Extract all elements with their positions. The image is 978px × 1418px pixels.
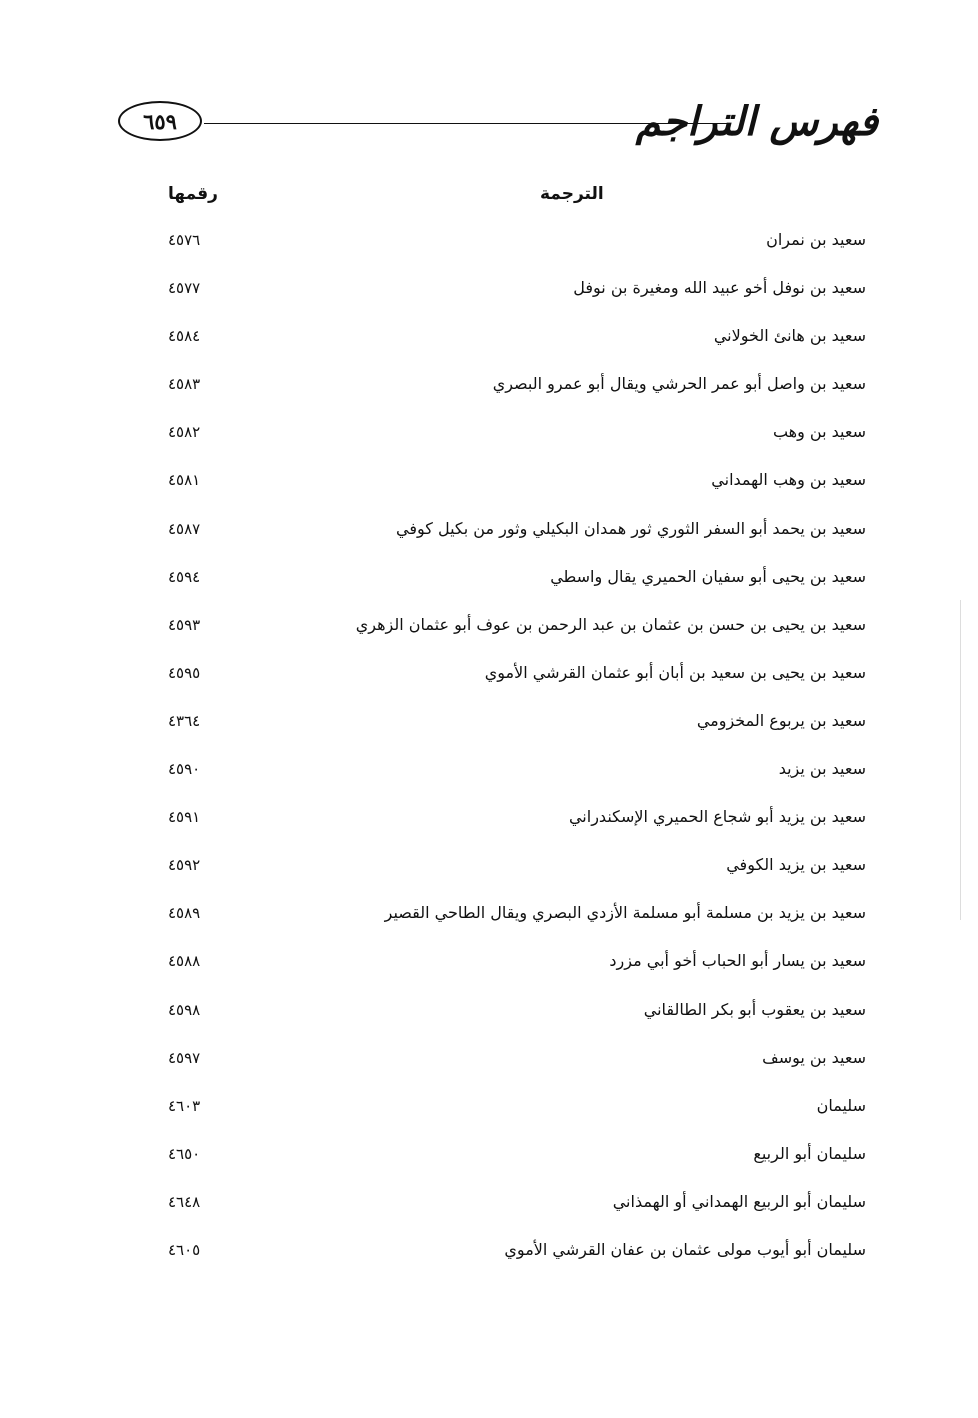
- column-heading-name: الترجمة: [540, 184, 604, 204]
- entry-name: سعيد بن يسار أبو الحباب أخو أبي مزرد: [609, 951, 866, 971]
- page-header: [118, 92, 878, 182]
- entry-number: ٤٦٥٠: [168, 1144, 201, 1163]
- entry-name: سعيد بن يزيد أبو شجاع الحميري الإسكندراني: [568, 807, 866, 827]
- entry-number: ٤٥٨٩: [168, 904, 201, 923]
- entry-name: سعيد بن يحيى بن حسن بن عثمان بن عبد الرحمن بن عوف أبو عثمان الزهري: [355, 614, 866, 634]
- entry-number: ٤٥٩٤: [168, 567, 201, 586]
- column-heading-number: رقمها: [168, 184, 218, 204]
- index-entry: [0, 703, 978, 751]
- index-entry: [0, 222, 978, 270]
- entry-number: ٤٥٧٧: [168, 279, 201, 298]
- index-entry: [0, 607, 978, 655]
- entry-number: ٤٥٩٣: [168, 615, 201, 634]
- entry-name: سعيد بن يزيد بن مسلمة أبو مسلمة الأزدي البصري ويقال الطاحي القصير: [384, 903, 866, 923]
- entry-name: سعيد بن يزيد: [778, 759, 866, 779]
- header-rule: [204, 123, 728, 124]
- entry-name: سعيد بن هانئ الخولاني: [713, 326, 866, 346]
- index-entry: [0, 366, 978, 414]
- index-entry: [0, 751, 978, 799]
- entry-name: سليمان أبو الربيع الهمداني أو الهمذاني: [612, 1191, 866, 1211]
- index-entry: [0, 1088, 978, 1136]
- entry-name: سعيد بن يوسف: [762, 1047, 866, 1067]
- index-entry: [0, 847, 978, 895]
- page-number-oval: [118, 101, 202, 141]
- index-title: فهرس التراجم: [635, 98, 878, 145]
- entry-number: ٤٥٩٠: [168, 760, 201, 779]
- index-entry: [0, 1040, 978, 1088]
- entry-number: ٤٥٨٤: [168, 327, 201, 346]
- entry-name: سعيد بن واصل أبو عمر الحرشي ويقال أبو عمرو البصري: [492, 374, 866, 394]
- entry-number: ٤٦٠٣: [168, 1096, 201, 1115]
- index-entry: [0, 1136, 978, 1184]
- index-entry: [0, 655, 978, 703]
- index-entry: [0, 462, 978, 510]
- entry-number: ٤٥٨٧: [168, 519, 201, 538]
- index-entry: [0, 1184, 978, 1232]
- entry-name: سعيد بن يحيى بن سعيد بن أبان أبو عثمان القرشي الأموي: [484, 662, 866, 682]
- index-entry: [0, 992, 978, 1040]
- entry-name: سعيد بن نوفل أخو عبيد الله ومغيرة بن نوفل: [573, 278, 866, 298]
- entry-number: ٤٥٩٨: [168, 1000, 201, 1019]
- entry-name: سليمان: [816, 1095, 866, 1115]
- entry-name: سعيد بن نمران: [766, 230, 866, 249]
- entry-number: ٤٥٩٢: [168, 856, 201, 875]
- index-entry: [0, 318, 978, 366]
- page-number: ٦٥٩: [143, 108, 177, 134]
- entry-name: سعيد بن يزيد الكوفي: [726, 855, 866, 875]
- entry-number: ٤٦٤٨: [168, 1192, 201, 1211]
- entry-name: سعيد بن وهب: [772, 422, 866, 442]
- entry-name: سليمان أبو أيوب مولى عثمان بن عفان القرشي الأموي: [504, 1239, 866, 1259]
- entry-number: ٤٥٩١: [168, 808, 201, 827]
- index-entry: [0, 799, 978, 847]
- index-entry: [0, 559, 978, 607]
- index-entries: [0, 222, 978, 1280]
- scan-margin-mark: [960, 600, 961, 920]
- entry-number: ٤٥٨١: [168, 471, 201, 490]
- entry-name: سعيد بن يحمد أبو السفر الثوري ثور همدان البكيلي وثور من بكيل كوفي: [396, 518, 866, 538]
- index-entry: [0, 511, 978, 559]
- entry-number: ٤٥٩٥: [168, 663, 201, 682]
- index-entry: [0, 943, 978, 991]
- entry-name: سليمان أبو الربيع: [753, 1143, 866, 1163]
- entry-name: سعيد بن وهب الهمداني: [711, 470, 866, 490]
- entry-name: سعيد بن يعقوب أبو بكر الطالقاني: [643, 999, 866, 1019]
- entry-number: ٤٣٦٤: [168, 711, 201, 730]
- entry-number: ٤٥٨٣: [168, 375, 201, 394]
- entry-number: ٤٥٨٨: [168, 952, 201, 971]
- entry-number: ٤٦٠٥: [168, 1240, 201, 1259]
- index-entry: [0, 414, 978, 462]
- entry-number: ٤٥٨٢: [168, 423, 201, 442]
- entry-number: ٤٥٧٦: [168, 231, 201, 249]
- entry-name: سعيد بن يحيى أبو سفيان الحميري يقال واسطي: [550, 566, 866, 586]
- entry-number: ٤٥٩٧: [168, 1048, 201, 1067]
- index-entry: [0, 1232, 978, 1280]
- entry-name: سعيد بن يربوع المخزومي: [696, 710, 866, 730]
- index-entry: [0, 270, 978, 318]
- index-entry: [0, 895, 978, 943]
